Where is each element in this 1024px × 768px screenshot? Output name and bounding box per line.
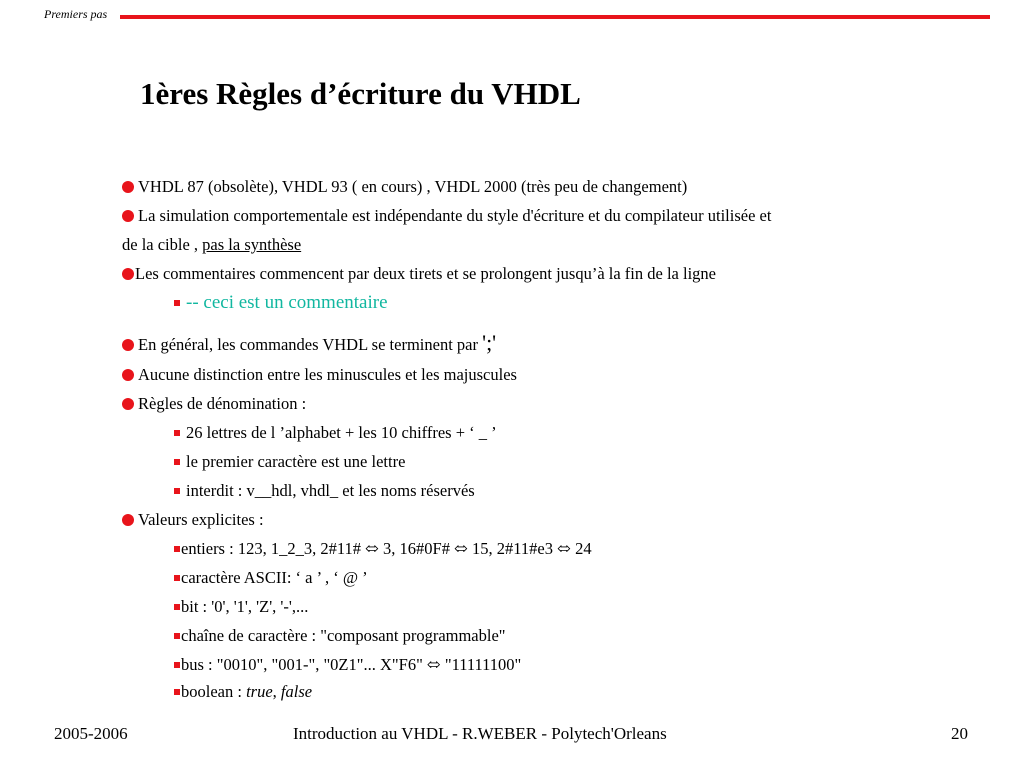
synthesis-underlined: pas la synthèse	[202, 235, 302, 254]
bullet-square-icon	[174, 689, 180, 695]
boolean-false: false	[280, 682, 313, 701]
bullet-square-icon	[174, 459, 180, 465]
value-ascii: caractère ASCII: ‘ a ’ , ‘ @ ’	[174, 567, 368, 589]
bullet-simulation-continued: de la cible , pas la synthèse	[122, 235, 302, 254]
slide-title: 1ères Règles d’écriture du VHDL	[140, 76, 581, 111]
bullet-dot-icon	[122, 181, 134, 193]
bullet-square-icon	[174, 300, 180, 306]
boolean-true: true	[246, 682, 273, 701]
bullet-values: Valeurs explicites :	[122, 509, 264, 531]
bullet-square-icon	[174, 662, 180, 668]
bullet-comments: Les commentaires commencent par deux tirets et se prolongent jusqu’à la fin de la ligne	[122, 263, 716, 285]
bullet-dot-icon	[122, 398, 134, 410]
bullet-dot-icon	[122, 268, 134, 280]
section-label: Premiers pas	[44, 7, 108, 21]
bullet-square-icon	[174, 430, 180, 436]
bullet-naming: Règles de dénomination :	[122, 393, 306, 415]
bullet-dot-icon	[122, 210, 134, 222]
bullet-dot-icon	[122, 339, 134, 351]
bullet-case: Aucune distinction entre les minuscules et les majuscules	[122, 364, 517, 386]
value-boolean: boolean : true, false	[174, 681, 312, 703]
bullet-dot-icon	[122, 369, 134, 381]
header-rule	[120, 15, 990, 19]
bullet-square-icon	[174, 488, 180, 494]
bullet-dot-icon	[122, 514, 134, 526]
value-string: chaîne de caractère : "composant programmable"	[174, 625, 506, 647]
footer-year: 2005-2006	[54, 724, 128, 743]
comment-example: -- ceci est un commentaire	[174, 292, 388, 314]
bullet-square-icon	[174, 546, 180, 552]
bullet-vhdl-versions: VHDL 87 (obsolète), VHDL 93 ( en cours) , VHDL 2000 (très peu de changement)	[122, 176, 687, 198]
bullet-semicolon: En général, les commandes VHDL se terminent par ';'	[122, 332, 496, 354]
value-integers: entiers : 123, 1_2_3, 2#11# ⬄ 3, 16#0F# ⬄ 15, 2#11#e3 ⬄ 24	[174, 538, 592, 560]
naming-rule-item: le premier caractère est une lettre	[174, 451, 405, 473]
semicolon-symbol: ';'	[482, 330, 497, 355]
value-bit: bit : '0', '1', 'Z', '-',...	[174, 596, 308, 618]
naming-rule-item: interdit : v__hdl, vhdl_ et les noms réservés	[174, 480, 475, 502]
bullet-square-icon	[174, 633, 180, 639]
footer-course: Introduction au VHDL - R.WEBER - Polytech'Orleans	[293, 724, 667, 743]
page-number: 20	[951, 724, 968, 743]
value-bus: bus : "0010", "001-", "0Z1"... X"F6" ⬄ "11111100"	[174, 654, 521, 676]
bullet-simulation: La simulation comportementale est indépendante du style d'écriture et du compilateur utilisée et	[122, 205, 771, 227]
bullet-square-icon	[174, 575, 180, 581]
bullet-square-icon	[174, 604, 180, 610]
naming-rule-item: 26 lettres de l ’alphabet + les 10 chiffres + ‘ _ ’	[174, 422, 497, 444]
